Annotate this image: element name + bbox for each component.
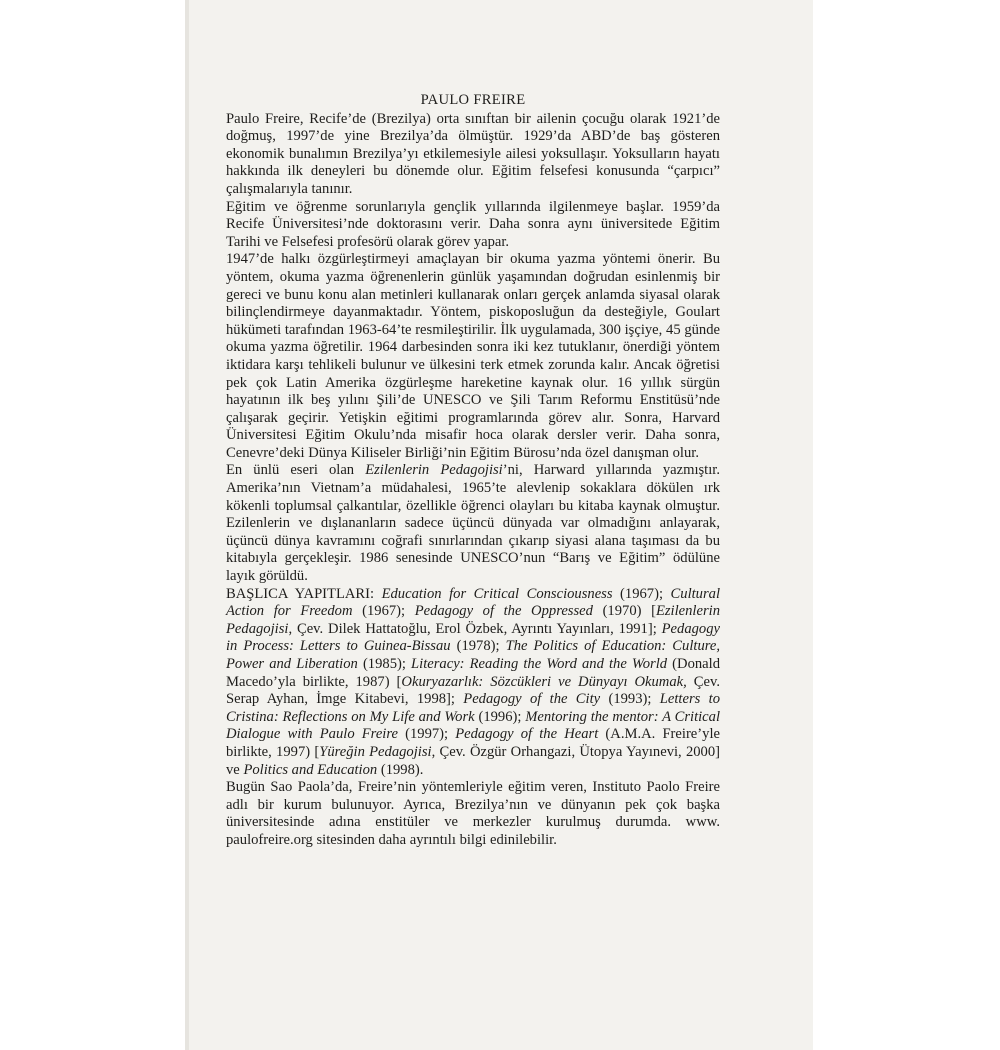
- paragraph-text: (1967);: [352, 603, 415, 620]
- page-gutter-shadow: [185, 0, 189, 1050]
- paragraph-text: 1947’de halkı özgürleştirmeyi amaçlayan bir okuma yazma yöntemi önerir. Bu yöntem, okuma yazma öğrenenlerin günlük yaşamından doğrudan esinlenmiş bir gereci ve bunu konu alan metinleri kullanarak onları gerçek anlamda siyasal olarak bilinçlendirmeye dayanmaktadır. Yöntem, piskoposluğun da desteğiyle, Goulart hükümeti tarafından 1963-64’te resmileştirilir. İlk uygulamada, 300 işçiye, 45 günde okuma yazma öğretilir. 1964 darbesinden sonra iki kez tutuklanır, önerdiği yöntem iktidara karşı tehlikeli bulunur ve ülkesini terk etmek zorunda kalır. Ancak öğretisi pek çok Latin Amerika özgürleşme hareketine kaynak olur. 16 yıllık sürgün hayatının ilk beş yılını Şili’de UNESCO ve Şili Tarım Reformu Enstitüsü’nde çalışarak geçirir. Yetişkin eğitimi programlarında görev alır. Sonra, Harvard Üniversitesi Eğitim Okulu’nda misafir hoca olarak dersler verir. Daha sonra, Cenevre’deki Dünya Kiliseler Birliği’nin Eğitim Bürosu’nda özel danışman olur.: [226, 251, 720, 461]
- italic-title-text: Cultural Action for Freedom: [226, 585, 721, 620]
- paragraph-text: , Çev. Özgür Orhangazi, Ütopya Yayınevi, 2000] ve: [226, 743, 720, 778]
- italic-title-text: Okuryazarlık: Sözcükleri ve Dünyayı Okumak,: [401, 673, 687, 690]
- bio-paragraph: [226, 251, 720, 462]
- paragraph-text: (1996);: [474, 708, 526, 725]
- italic-title-text: Pedagogy of the Heart: [455, 726, 599, 743]
- bio-paragraph: [226, 779, 720, 849]
- italic-title-text: Politics and Education: [243, 761, 378, 778]
- paragraph-text: (A.M.A. Freire’yle birlikte, 1997) [: [226, 726, 720, 760]
- paragraph-text: (1997);: [397, 726, 456, 743]
- author-bio: [226, 92, 720, 850]
- italic-title-text: Mentoring the mentor: A Critical Dialogue with Paulo Freire: [226, 708, 721, 743]
- italic-title-text: The Politics of Education: Culture, Power and Liberation: [226, 638, 721, 672]
- paragraph-text: (1998).: [377, 761, 424, 778]
- italic-title-text: Yüreğin Pedagojisi: [319, 743, 432, 760]
- paragraph-text: Paulo Freire, Recife’de (Brezilya) orta sınıftan bir ailenin çocuğu olarak 1921’de doğmuş, 1997’de yine Brezilya’da ölmüştür. 1929’da ABD’de baş gösteren ekonomik bunalımın Brezilya’yı etkilemesiyle ailesi yoksullaşır. Yoksulların hayatı hakkında ilk deneyleri bu dönemde olur. Eğitim felsefesi konusunda “çarpıcı” çalışmalarıyla tanınır.: [226, 110, 720, 197]
- bio-paragraph: [226, 199, 720, 252]
- paragraph-text: BAŞLICA YAPITLARI:: [226, 585, 382, 602]
- paragraph-text: (1985);: [357, 656, 412, 672]
- bio-paragraph: [226, 111, 720, 199]
- paragraph-text: Çev. Serap Ayhan, İmge Kitabevi, 1998];: [226, 673, 720, 708]
- italic-title-text: Pedagogy in Process: Letters to Guinea-Bissau: [226, 620, 720, 655]
- italic-title-text: Ezilenlerin Pedagojisi: [365, 462, 503, 479]
- paragraph-text: , Çev. Dilek Hattatoğlu, Erol Özbek, Ayrıntı Yayınları, 1991];: [288, 620, 662, 637]
- italic-title-text: Pedagogy of the Oppressed: [414, 603, 593, 620]
- paragraph-text: ’ni, Harward yıllarında yazmıştır. Amerika’nın Vietnam’a müdahalesi, 1965’te alevlenip sokaklara dökülen ırk kökenli toplumsal çalkantılar, özellikle öğrenci olayları bu kitaba kaynak olmuştur. Ezilenlerin ve dışlananların sadece üçüncü dünyada var olmadığını anlayarak, üçüncü dünya kavramını coğrafi sınırlarından çıkarıp siyasi alana taşıması da bu kitabıyla gerçekleşir. 1986 senesinde UNESCO’nun “Barış ve Eğitim” ödülüne layık görüldü.: [226, 462, 720, 585]
- italic-title-text: Education for Critical Consciousness: [381, 585, 613, 602]
- paragraph-text: Bugün Sao Paola’da, Freire’nin yöntemleriyle eğitim veren, Instituto Paolo Freire adlı bir kurum bulunuyor. Ayrıca, Brezilya’nın ve dünyanın pek çok başka üniversitesinde adına enstitüler ve merkezler kurulmuş durumda. www. paulofreire.org sitesinden daha ayrıntılı bilgi edinilebilir.: [226, 779, 720, 848]
- italic-title-text: Pedagogy of the City: [463, 691, 601, 708]
- bio-paragraph: [226, 462, 720, 585]
- paragraph-text: Eğitim ve öğrenme sorunlarıyla gençlik yıllarında ilgilenmeye başlar. 1959’da Recife Üniversitesi’nde doktorasını verir. Daha sonra aynı üniversitede Eğitim Tarihi ve Felsefesi profesörü olarak görev yapar.: [226, 198, 720, 250]
- italic-title-text: Letters to Cristina: Reflections on My Life and Work: [226, 691, 720, 725]
- book-page: [185, 0, 813, 1050]
- page-title: PAULO FREIRE: [420, 92, 526, 108]
- paragraph-text: (1993);: [600, 691, 660, 708]
- paragraph-text: (1978);: [450, 638, 506, 655]
- italic-title-text: Literacy: Reading the Word and the World: [411, 656, 668, 672]
- paragraph-text: (1970) [: [592, 603, 656, 620]
- paragraph-text: (Donald Macedo’yla birlikte, 1987) [: [226, 656, 720, 690]
- paragraph-text: (1967);: [612, 585, 671, 602]
- bio-paragraph: [226, 586, 720, 780]
- italic-title-text: Ezilenlerin Pedagojisi: [226, 603, 720, 637]
- bio-paragraphs: [226, 111, 720, 850]
- paragraph-text: En ünlü eseri olan: [226, 462, 366, 479]
